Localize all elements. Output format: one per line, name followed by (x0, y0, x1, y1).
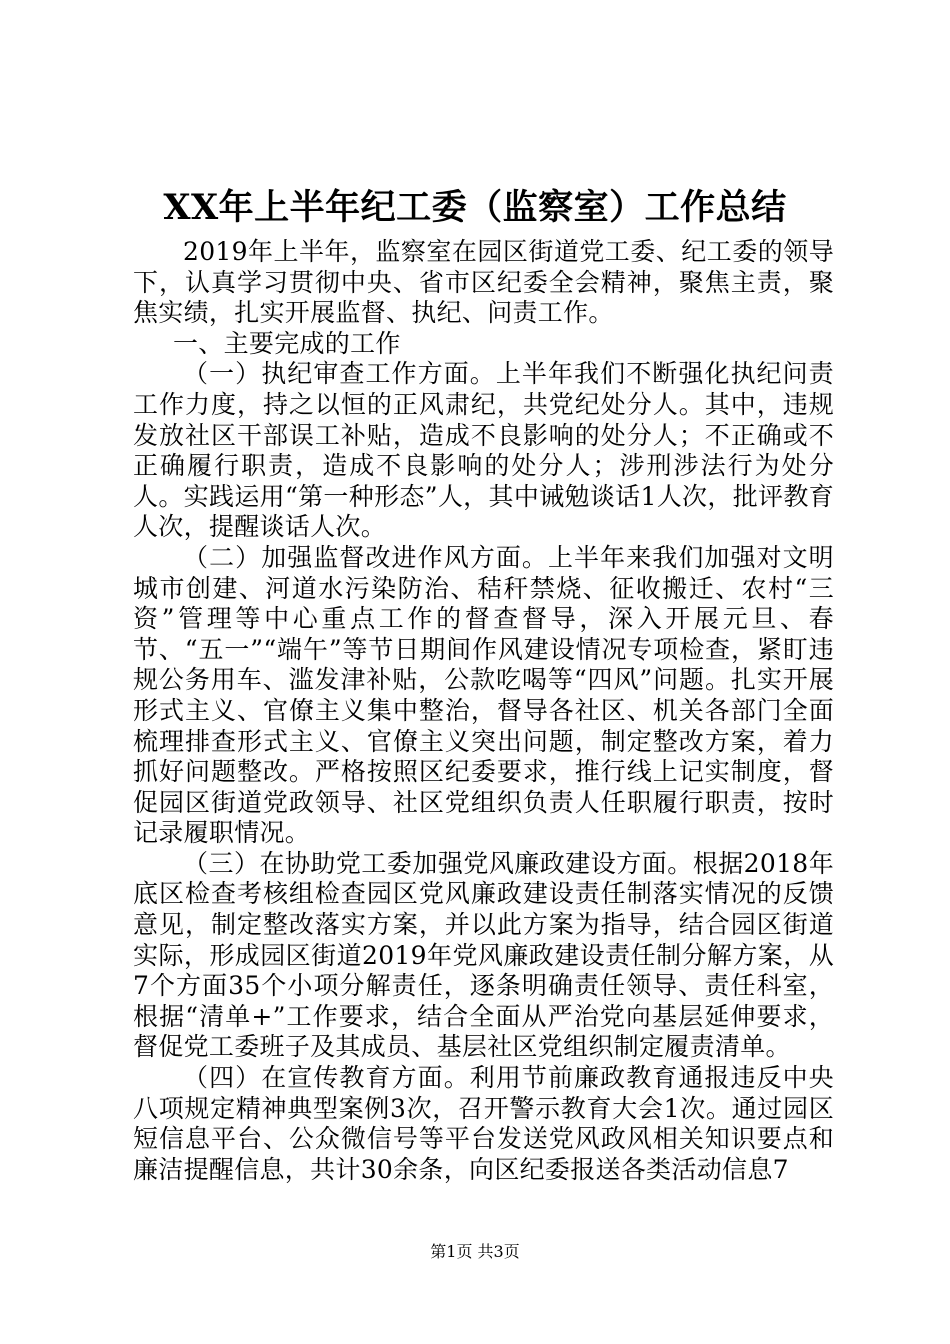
intro-paragraph: 2019年上半年，监察室在园区街道党工委、纪工委的领导下，认真学习贯彻中央、省市区纪委全会精神，聚焦主责，聚焦实绩，扎实开展监督、执纪、问责工作。 (133, 237, 834, 328)
page-number-footer: 第1页 共3页 (430, 1242, 520, 1261)
body-paragraph: （一）执纪审查工作方面。上半年我们不断强化执纪问责工作力度，持之以恒的正风肃纪，共党纪处分人。其中，违规发放社区干部误工补贴，造成不良影响的处分人；不正确或不正确履行职责，造成不良影响的处分人；涉刑涉法行为处分人。实践运用“第一种形态”人，其中诫勉谈话1人次，批评教育人次，提醒谈话人次。 (133, 359, 834, 542)
body-paragraph: （四）在宣传教育方面。利用节前廉政教育通报违反中央八项规定精神典型案例3次，召开警示教育大会1次。通过园区短信息平台、公众微信号等平台发送党风政风相关知识要点和廉洁提醒信息，共计30余条，向区纪委报送各类活动信息7 (133, 1063, 834, 1184)
document-title: XX年上半年纪工委（监察室）工作总结 (163, 187, 787, 228)
section-heading: 一、主要完成的工作 (173, 328, 401, 358)
body-paragraph: （二）加强监督改进作风方面。上半年来我们加强对文明城市创建、河道水污染防治、秸秆禁烧、征收搬迁、农村“三资”管理等中心重点工作的督查督导，深入开展元旦、春节、“五一”“端午”等节日期间作风建设情况专项检查，紧盯违规公务用车、滥发津补贴，公款吃喝等“四风”问题。扎实开展形式主义、官僚主义集中整治，督导各社区、机关各部门全面梳理排查形式主义、官僚主义突出问题，制定整改方案，着力抓好问题整改。严格按照区纪委要求，推行线上记实制度，督促园区街道党政领导、社区党组织负责人任职履行职责，按时记录履职情况。 (133, 542, 834, 848)
body-paragraph: （三）在协助党工委加强党风廉政建设方面。根据2018年底区检查考核组检查园区党风廉政建设责任制落实情况的反馈意见，制定整改落实方案，并以此方案为指导，结合园区街道实际，形成园区街道2019年党风廉政建设责任制分解方案，从7个方面35个小项分解责任，逐条明确责任领导、责任科室，根据“清单+”工作要求，结合全面从严治党向基层延伸要求，督促党工委班子及其成员、基层社区党组织制定履责清单。 (133, 848, 834, 1062)
document-body (133, 237, 834, 1185)
